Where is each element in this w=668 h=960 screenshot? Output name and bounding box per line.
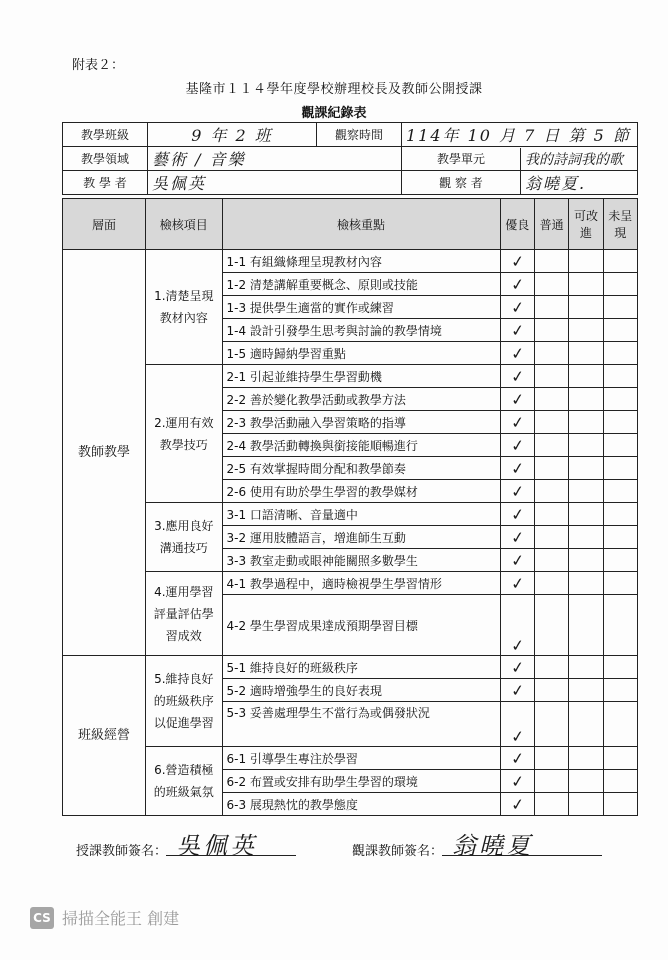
watermark-text: 掃描全能王 創建 bbox=[62, 909, 180, 928]
check-mark-icon: ✓ bbox=[509, 572, 525, 594]
header-average: 普通 bbox=[534, 199, 568, 250]
check-mark-icon: ✓ bbox=[509, 388, 525, 410]
item-4: 4.運用學習評量評估學習成效 bbox=[146, 572, 222, 656]
point-1-4: 1-4 設計引發學生思考與討論的教學情境 bbox=[222, 319, 500, 342]
teacher-signature-label: 授課教師簽名： bbox=[76, 844, 168, 859]
point-5-1: 5-1 維持良好的班級秩序 bbox=[222, 656, 500, 679]
observation-table bbox=[62, 198, 638, 816]
table-row bbox=[63, 365, 638, 388]
check-mark-icon: ✓ bbox=[509, 549, 525, 571]
unit-value: 我的詩詞我的歌 bbox=[525, 151, 623, 168]
header-not-shown: 未呈現 bbox=[603, 199, 637, 250]
item-6: 6.營造積極的班級氣氛 bbox=[146, 747, 222, 816]
time-label: 觀察時間 bbox=[317, 123, 402, 147]
point-6-3: 6-3 展現熱忱的教學態度 bbox=[222, 793, 500, 816]
check-mark-icon: ✓ bbox=[509, 342, 525, 364]
check-mark-icon: ✓ bbox=[509, 457, 525, 479]
check-cell bbox=[500, 250, 534, 273]
item-5: 5.維持良好的班級秩序以促進學習 bbox=[146, 656, 222, 747]
observer-cell bbox=[402, 171, 638, 195]
check-mark-icon: ✓ bbox=[509, 526, 525, 548]
check-cell bbox=[500, 702, 534, 747]
check-mark-icon: ✓ bbox=[509, 656, 525, 678]
teacher-value: 吳佩英 bbox=[148, 171, 402, 195]
point-3-2: 3-2 運用肢體語言，增進師生互動 bbox=[222, 526, 500, 549]
teacher-signature-line bbox=[166, 855, 296, 856]
domain-value: 藝術 / 音樂 bbox=[148, 147, 402, 171]
check-cell bbox=[500, 679, 534, 702]
table-row bbox=[63, 572, 638, 595]
point-2-3: 2-3 教學活動融入學習策略的指導 bbox=[222, 411, 500, 434]
point-3-1: 3-1 口語清晰、音量適中 bbox=[222, 503, 500, 526]
appendix-label: 附表２： bbox=[72, 58, 125, 73]
header-improve: 可改進 bbox=[569, 199, 603, 250]
check-mark-icon: ✓ bbox=[509, 319, 525, 341]
observer-value: 翁曉夏. bbox=[525, 174, 587, 193]
check-cell bbox=[500, 388, 534, 411]
class-label: 教學班級 bbox=[63, 123, 148, 147]
check-mark-icon: ✓ bbox=[509, 503, 525, 525]
point-2-4: 2-4 教學活動轉換與銜接能順暢進行 bbox=[222, 434, 500, 457]
check-cell bbox=[500, 434, 534, 457]
teacher-signature: 吳佩英 bbox=[176, 832, 257, 860]
check-cell bbox=[500, 503, 534, 526]
table-row bbox=[63, 250, 638, 273]
check-cell bbox=[500, 595, 534, 656]
time-value: 114年 10 月 7 日 第 5 節 bbox=[402, 123, 638, 147]
check-cell bbox=[500, 572, 534, 595]
check-cell bbox=[500, 549, 534, 572]
point-3-3: 3-3 教室走動或眼神能關照多數學生 bbox=[222, 549, 500, 572]
observer-signature-line bbox=[442, 855, 602, 856]
check-cell bbox=[500, 411, 534, 434]
observer-label: 觀 察 者 bbox=[402, 171, 521, 194]
document-subtitle: 觀課紀錄表 bbox=[301, 106, 367, 121]
check-cell bbox=[500, 365, 534, 388]
check-mark-icon: ✓ bbox=[509, 747, 525, 769]
point-2-2: 2-2 善於變化教學活動或教學方法 bbox=[222, 388, 500, 411]
check-cell bbox=[500, 273, 534, 296]
check-cell bbox=[500, 480, 534, 503]
header-layer: 層面 bbox=[63, 199, 146, 250]
point-1-3: 1-3 提供學生適當的實作或練習 bbox=[222, 296, 500, 319]
check-mark-icon: ✓ bbox=[509, 726, 525, 747]
check-mark-icon: ✓ bbox=[509, 679, 525, 701]
point-6-1: 6-1 引導學生專注於學習 bbox=[222, 747, 500, 770]
table-row bbox=[63, 503, 638, 526]
check-cell bbox=[500, 793, 534, 816]
point-4-1: 4-1 教學過程中，適時檢視學生學習情形 bbox=[222, 572, 500, 595]
point-6-2: 6-2 布置或安排有助學生學習的環境 bbox=[222, 770, 500, 793]
check-mark-icon: ✓ bbox=[509, 793, 525, 815]
point-4-2: 4-2 學生學習成果達成預期學習目標 bbox=[222, 595, 500, 656]
document-title: 基隆市１１４學年度學校辦理校長及教師公開授課 bbox=[185, 82, 483, 97]
check-mark-icon: ✓ bbox=[509, 273, 525, 295]
unit-label: 教學單元 bbox=[402, 148, 521, 170]
check-cell bbox=[500, 526, 534, 549]
point-2-5: 2-5 有效掌握時間分配和教學節奏 bbox=[222, 457, 500, 480]
point-5-2: 5-2 適時增強學生的良好表現 bbox=[222, 679, 500, 702]
class-value: 9 年 2 班 bbox=[148, 123, 317, 147]
item-3: 3.應用良好溝通技巧 bbox=[146, 503, 222, 572]
check-mark-icon: ✓ bbox=[509, 434, 525, 456]
teacher-label: 教 學 者 bbox=[63, 171, 148, 195]
observer-signature: 翁曉夏 bbox=[452, 832, 533, 860]
check-cell bbox=[500, 319, 534, 342]
check-mark-icon: ✓ bbox=[509, 365, 525, 387]
check-cell bbox=[500, 296, 534, 319]
item-1: 1.清楚呈現教材內容 bbox=[146, 250, 222, 365]
check-mark-icon: ✓ bbox=[509, 480, 525, 502]
point-2-6: 2-6 使用有助於學生學習的教學媒材 bbox=[222, 480, 500, 503]
point-5-3: 5-3 妥善處理學生不當行為或偶發狀況 bbox=[222, 702, 500, 747]
check-cell bbox=[500, 770, 534, 793]
layer-class-management: 班級經營 bbox=[63, 656, 146, 816]
check-cell bbox=[500, 342, 534, 365]
check-mark-icon: ✓ bbox=[509, 296, 525, 318]
item-2: 2.運用有效教學技巧 bbox=[146, 365, 222, 503]
check-mark-icon: ✓ bbox=[509, 635, 525, 656]
table-row bbox=[63, 747, 638, 770]
scanner-watermark bbox=[30, 906, 179, 929]
check-mark-icon: ✓ bbox=[509, 250, 525, 272]
check-cell bbox=[500, 747, 534, 770]
point-2-1: 2-1 引起並維持學生學習動機 bbox=[222, 365, 500, 388]
unit-cell bbox=[402, 147, 638, 171]
camscanner-logo-icon: CS bbox=[30, 907, 54, 929]
observer-signature-label: 觀課教師簽名： bbox=[352, 844, 444, 859]
info-table bbox=[62, 122, 638, 195]
point-1-1: 1-1 有組織條理呈現教材內容 bbox=[222, 250, 500, 273]
point-1-5: 1-5 適時歸納學習重點 bbox=[222, 342, 500, 365]
check-mark-icon: ✓ bbox=[509, 770, 525, 792]
header-item: 檢核項目 bbox=[146, 199, 222, 250]
point-1-2: 1-2 清楚講解重要概念、原則或技能 bbox=[222, 273, 500, 296]
domain-label: 教學領域 bbox=[63, 147, 148, 171]
header-excellent: 優良 bbox=[500, 199, 534, 250]
check-cell bbox=[500, 656, 534, 679]
header-point: 檢核重點 bbox=[222, 199, 500, 250]
check-cell bbox=[500, 457, 534, 480]
layer-teaching: 教師教學 bbox=[63, 250, 146, 656]
check-mark-icon: ✓ bbox=[509, 411, 525, 433]
table-row bbox=[63, 656, 638, 679]
